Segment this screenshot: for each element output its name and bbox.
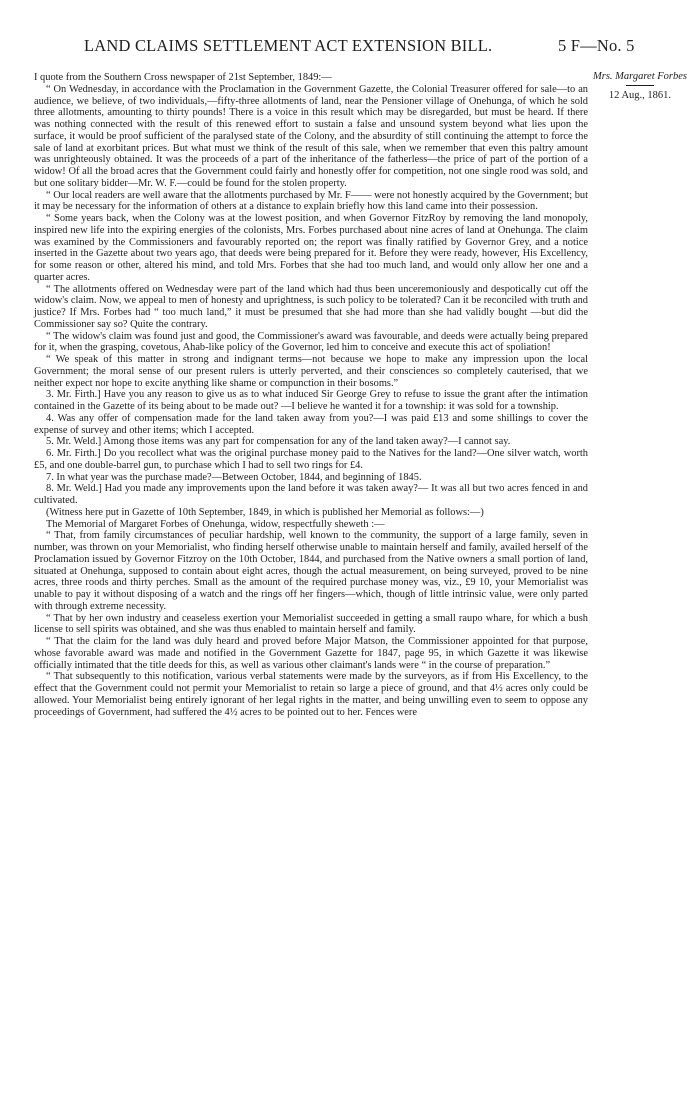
paragraph: “ The allotments offered on Wednesday were part of the land which had thus been unceremoniously and despotically cut off the widow's claim. Now, we appeal to men of honesty and uprightness, is such policy to be tolerated? Can it be reconciled with truth and justice? If Mrs. Forbes had “ too much land,” it must be presumed that she had more than she had validly bought —but did the Commissioner say so? Quite the contrary. <box>34 283 588 330</box>
paragraph: “ That subsequently to this notification, various verbal statements were made by the surveyors, as if from His Excellency, to the effect that the Government could not permit your Memorialist to retain so large a piece of ground, and that 4½ acres only could be allowed. Your Memorialist being entirely ignorant of her legal rights in the matter, and being unwilling even to seem to oppose any proceedings of Government, had suffered the 4½ acres to be pointed out to her. Fences were <box>34 671 588 718</box>
paragraph: “ That the claim for the land was duly heard and proved before Major Matson, the Commissioner appointed for that purpose, whose favorable award was made and notified in the Government Gazette for 1847, page 95, in which Gazette it was likewise officially intimated that the title deeds for this, as well as various other claimant's lands were “ in the course of preparation.” <box>34 636 588 671</box>
paragraph: “ The widow's claim was found just and good, the Commissioner's award was favourable, and deeds were actually being prepared for it, when the grasping, covetous, Ahab-like policy of the Governor, led him to conceive and execute this act of spoliation! <box>34 330 588 354</box>
body-text <box>34 72 588 718</box>
paragraph: 7. In what year was the purchase made?—Between October, 1844, and beginning of 1845. <box>46 471 422 483</box>
paragraph: 6. Mr. Firth.] Do you recollect what was the original purchase money paid to the Natives for the land?—One silver watch, worth £5, and one double-barrel gun, to purchase which I had to sell two rings for £4. <box>34 448 588 471</box>
paragraph: The Memorial of Margaret Forbes of Onehunga, widow, respectfully sheweth :— <box>46 518 385 530</box>
paragraph: 3. Mr. Firth.] Have you any reason to give us as to what induced Sir George Grey to refuse to issue the grant after the intimation contained in the Gazette of its being about to be made out? —I believe he wanted it for a township: it was sold for a township. <box>34 389 588 412</box>
margin-note <box>582 70 698 102</box>
page-number: 5 F—No. 5 <box>558 36 635 55</box>
paragraph: 8. Mr. Weld.] Had you made any improvements upon the land before it was taken away?— It was all but two acres fenced in and cultivated. <box>34 483 588 506</box>
page-title: LAND CLAIMS SETTLEMENT ACT EXTENSION BILL. <box>84 36 493 55</box>
paragraph: “ Some years back, when the Colony was at the lowest position, and when Governor FitzRoy by removing the land monopoly, inspired new life into the expiring energies of the colonists, Mrs. Forbes purchased about nine acres of land at Onehunga. The claim was examined by the Commissioners and favourably reported on; the report was finally ratified by Governor Grey, and a notice inserted in the Gazette about two years ago, that deeds were being prepared for it. Before they were ready, however, His Excellency, for some reason or other, altered his mind, and told Mrs. Forbes that she had too much land, and would only allow her one and a quarter acres. <box>34 213 588 283</box>
margin-witness-name: Mrs. Margaret Forbes <box>592 71 687 82</box>
paragraph: “ That by her own industry and ceaseless exertion your Memorialist succeeded in getting a small raupo whare, for which a bush license to sell spirits was obtained, and she was thus enabled to maintain herself and family. <box>34 612 588 636</box>
paragraph: “ That, from family circumstances of peculiar hardship, well known to the community, the support of a large family, seven in number, was thrown on your Memorialist, who finding herself otherwise unable to maintain herself and family, availed herself of the Proclamation issued by Governor Fitzroy on the 10th October, 1844, and purchased from the Native owners a small portion of land, situated at Onehunga, supposed to contain about eight acres, though the actual measurement, on being surveyed, proved to be nine acres, three roods and thirty perches. Small as the amount of the required purchase money was, viz., £9 10, your Memorialist was unable to pay it without disposing of a watch and the rings off her fingers—which, though of little intrinsic value, were only parted with through extreme necessity. <box>34 530 588 612</box>
paragraph: I quote from the Southern Cross newspaper of 21st September, 1849:— <box>34 72 332 83</box>
margin-rule <box>626 85 654 86</box>
paragraph: (Witness here put in Gazette of 10th September, 1849, in which is published her Memorial as follows:—) <box>46 506 484 518</box>
paragraph: “ Our local readers are well aware that the allotments purchased by Mr. F—— were not honestly acquired by the Government; but it may be necessary for the information of others at a distance to explain briefly how this land came into their possession. <box>34 189 588 213</box>
paragraph: 4. Was any offer of compensation made for the land taken away from you?—I was paid £13 and some shillings to cover the expense of survey and other items; which I accepted. <box>34 412 588 436</box>
margin-date: 12 Aug., 1861. <box>608 90 672 101</box>
paragraph: 5. Mr. Weld.] Among those items was any part for compensation for any of the land taken away?—I cannot say. <box>46 436 511 448</box>
running-head <box>84 36 635 64</box>
paragraph: “ On Wednesday, in accordance with the Proclamation in the Government Gazette, the Colonial Treasurer offered for sale—to an audience, we believe, of two individuals,—fifty-three allotments of land, near the Pensioner village of Onehunga, of which he sold three allotments, amounting to thirty pounds! There is a voice in this result which may be disregarded, but must be heard. If there was nothing connected with the result of this renewed effort to sustain a false and unsound system beyond what lies upon the surface, it would be proof sufficient of the paralysed state of the Colony, and the absurdity of still continuing the attempt to force the sale of land at exorbitant prices. But what must we think of the result of this sale, when we remember that even this paltry amount was unrighteously obtained. It was the proceeds of a part of the inheritance of the fatherless—the price of part of the portion of a widow! Of all the broad acres that the Government could fairly and honestly offer for competition, not one single rood was sold, and but one solitary bidder—Mr. W. F.—could be found for the stolen property. <box>34 83 588 189</box>
paragraph: “ We speak of this matter in strong and indignant terms—not because we hope to make any impression upon the local Government; the moral sense of our present rulers is utterly perverted, and their consciences so completely cauterised, that we neither expect nor hope to excite anything like shame or compunction in their bosoms.” <box>34 354 588 389</box>
